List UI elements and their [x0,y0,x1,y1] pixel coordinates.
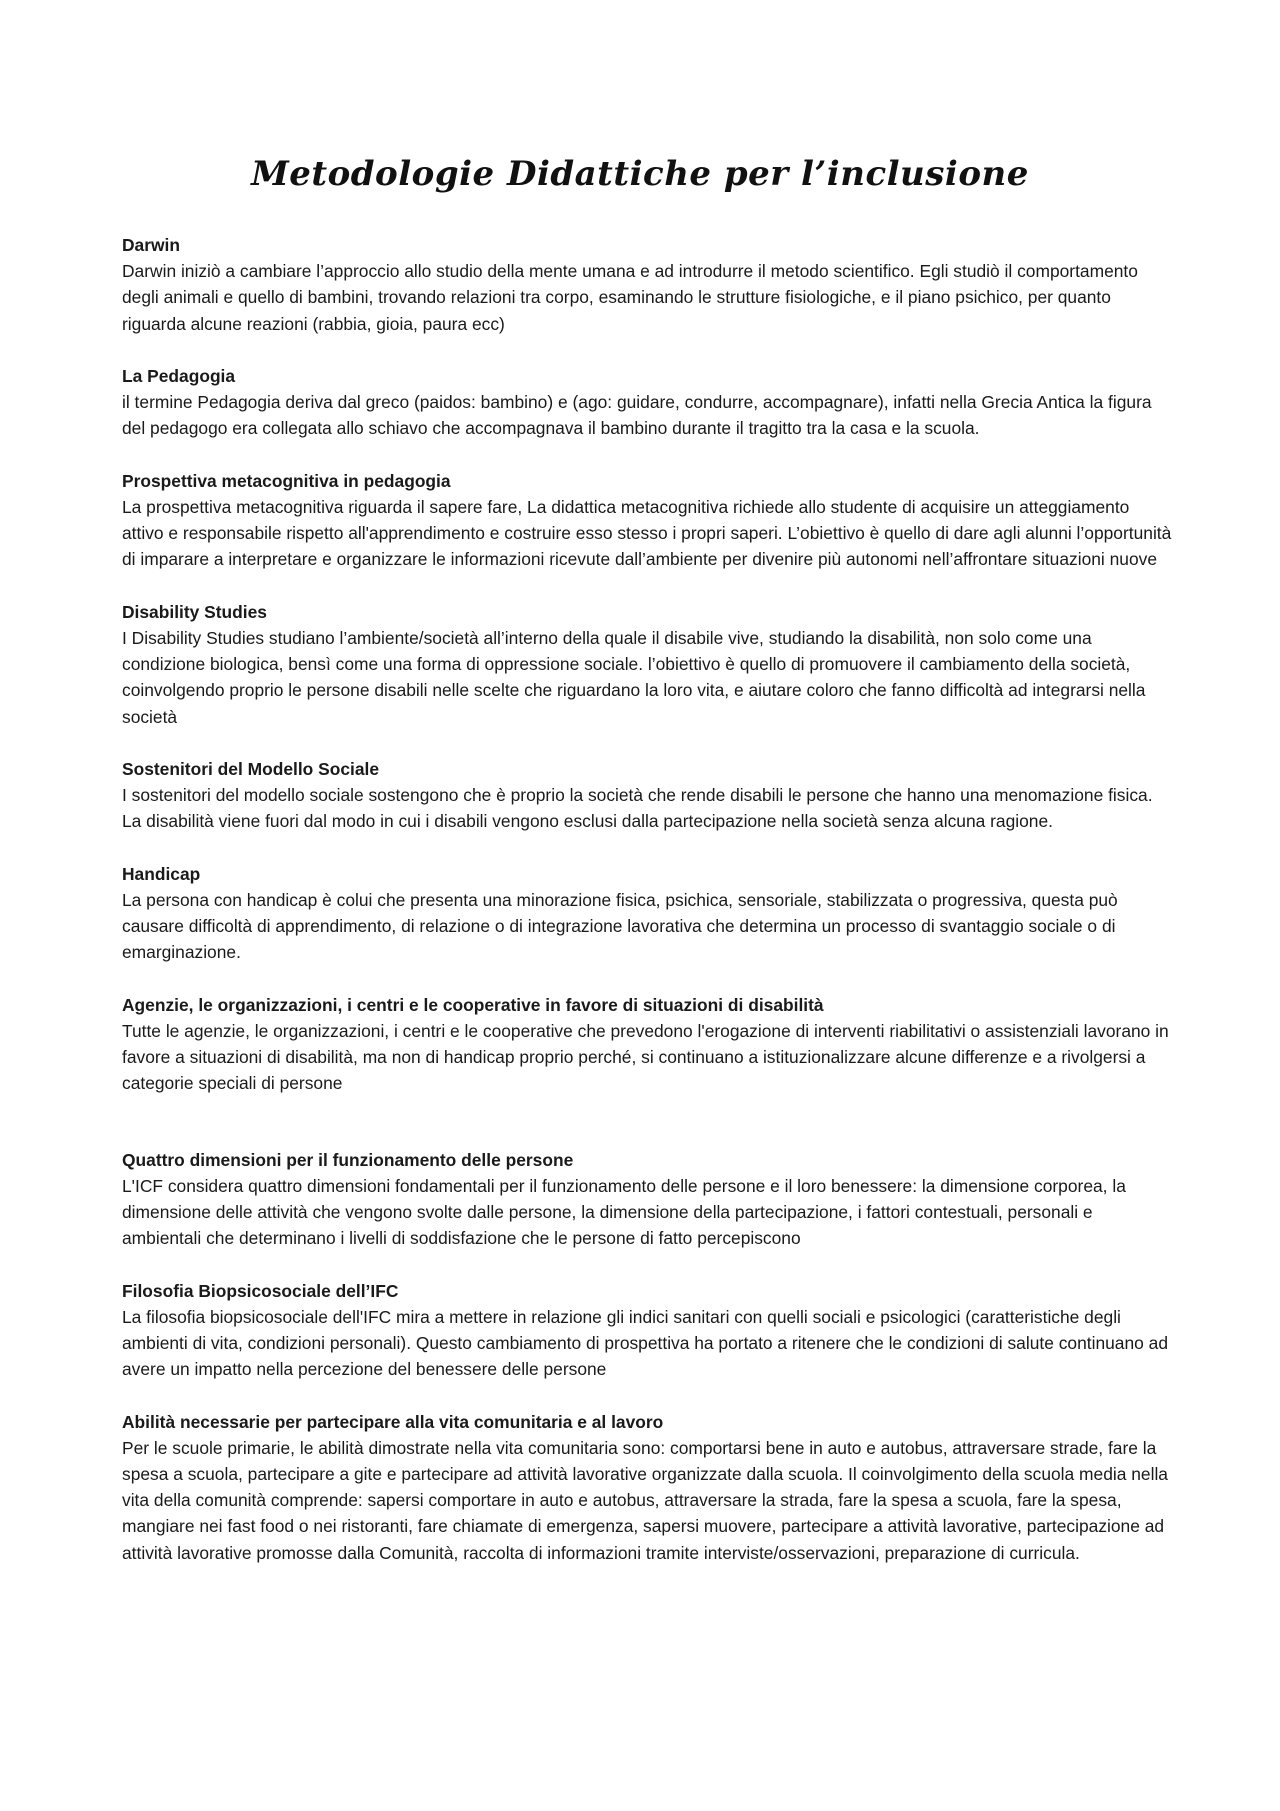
section-filosofia-biopsicosociale [122,1278,1172,1383]
section-modello-sociale [122,756,1172,835]
section-disability-studies [122,599,1172,730]
section-darwin [122,232,1172,337]
section-heading: Agenzie, le organizzazioni, i centri e le cooperative in favore di situazioni di disabilità [122,994,824,1015]
section-pedagogia [122,363,1172,442]
section-body: L'ICF considera quattro dimensioni fondamentali per il funzionamento delle persone e il loro benessere: la dimensione corporea, la dimensione delle attività che vengono svolte dalle persone, la dimensione della partecipazione, i fattori contestuali, personali e ambientali che determinano i livelli di soddisfazione che le persone di fatto percepiscono [122,1175,1126,1249]
document-content [122,232,1172,1592]
section-heading: Darwin [122,235,180,255]
section-body: La prospettiva metacognitiva riguarda il sapere fare, La didattica metacognitiva richiede allo studente di acquisire un atteggiamento attivo e responsabile rispetto all'apprendimento e costruire esso stesso i propri saperi. L’obiettivo è quello di dare agli alunni l’opportunità di imparare a interpretare e organizzare le informazioni ricevute dall’ambiente per divenire più autonomi nell’affrontare situazioni nuove [122,497,1172,570]
section-heading: Handicap [122,863,201,884]
section-heading: Prospettiva metacognitiva in pedagogia [122,470,451,491]
section-agenzie [122,992,1172,1097]
section-body: il termine Pedagogia deriva dal greco (paidos: bambino) e (ago: guidare, condurre, accompagnare), infatti nella Grecia Antica la figura del pedagogo era collegata allo schiavo che accompagnava il bambino durante il tragitto tra la casa e la scuola. [122,392,1152,439]
section-body: Per le scuole primarie, le abilità dimostrate nella vita comunitaria sono: comportarsi bene in auto e autobus, attraversare strade, fare la spesa a scuola, partecipare a gite e partecipare ad attività lavorative organizzate dalla scuola. Il coinvolgimento della scuola media nella vita della comunità comprende: sapersi comportare in auto e autobus, attraversare la strada, fare la spesa a scuola, fare la spesa, mangiare nei fast food o nei ristoranti, fare chiamate di emergenza, sapersi muovere, partecipare a attività lavorative, partecipazione ad attività lavorative promosse dalla Comunità, raccolta di informazioni tramite interviste/osservazioni, preparazione di curricula. [122,1437,1168,1563]
section-quattro-dimensioni [122,1147,1172,1252]
document-title: Metodologie Didattiche per l’inclusione [251,154,1029,194]
section-body: I Disability Studies studiano l’ambiente/società all’interno della quale il disabile vive, studiando la disabilità, non solo come una condizione biologica, bensì come una forma di oppressione sociale. l’obiettivo è quello di promuovere il cambiamento della società, coinvolgendo proprio le persone disabili nelle scelte che riguardano la loro vita, e aiutare coloro che fanno difficoltà ad integrarsi nella società [122,628,1146,727]
section-heading: Sostenitori del Modello Sociale [122,759,380,779]
section-body: Tutte le agenzie, le organizzazioni, i centri e le cooperative che prevedono l'erogazione di interventi riabilitativi o assistenziali lavorano in favore a situazioni di disabilità, ma non di handicap proprio perché, si continuano a istituzionalizzare alcune differenze e a rivolgersi a categorie speciali di persone [122,1021,1169,1094]
section-handicap [122,861,1172,966]
section-heading: La Pedagogia [122,366,236,386]
section-abilita-necessarie [122,1409,1172,1566]
section-heading: Quattro dimensioni per il funzionamento delle persone [122,1149,574,1170]
section-body: La filosofia biopsicosociale dell'IFC mira a mettere in relazione gli indici sanitari con quelli sociali e psicologici (caratteristiche degli ambienti di vita, condizioni personali). Questo cambiamento di prospettiva ha portato a ritenere che le condizioni di salute continuano ad avere un impatto nella percezione del benessere delle persone [122,1306,1168,1380]
section-body: I sostenitori del modello sociale sostengono che è proprio la società che rende disabili le persone che hanno una menomazione fisica. La disabilità viene fuori dal modo in cui i disabili vengono esclusi dalla partecipazione nella società senza alcuna ragione. [122,785,1153,832]
section-prospettiva-metacognitiva [122,468,1172,573]
section-heading: Abilità necessarie per partecipare alla vita comunitaria e al lavoro [122,1411,664,1432]
section-body: La persona con handicap è colui che presenta una minorazione fisica, psichica, sensoriale, stabilizzata o progressiva, questa può causare difficoltà di apprendimento, di relazione o di integrazione lavorativa che determina un processo di svantaggio sociale o di emarginazione. [122,890,1118,963]
section-heading: Filosofia Biopsicosociale dell’IFC [122,1280,399,1301]
section-heading: Disability Studies [122,601,267,622]
section-body: Darwin iniziò a cambiare l’approccio allo studio della mente umana e ad introdurre il metodo scientifico. Egli studiò il comportamento degli animali e quello di bambini, trovando relazioni tra corpo, esaminando le strutture fisiologiche, e il piano psichico, per quanto riguarda alcune reazioni (rabbia, gioia, paura ecc) [122,261,1138,334]
